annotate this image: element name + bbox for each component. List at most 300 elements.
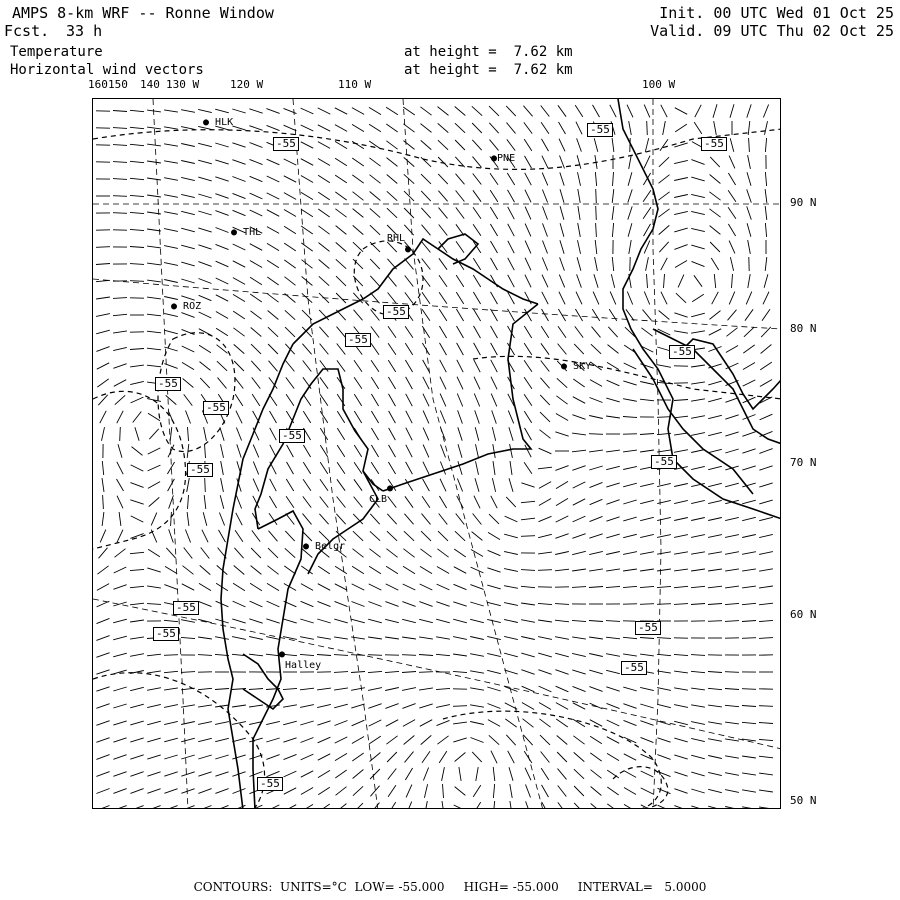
contour-label: -55 (701, 137, 727, 151)
wind-vector (198, 772, 211, 776)
wind-vector (645, 138, 648, 152)
wind-vector (725, 722, 739, 724)
wind-vector (351, 619, 365, 623)
wind-vector (730, 138, 734, 152)
wind-vector (420, 566, 432, 573)
lon-label-100: 100 W (642, 78, 676, 91)
wind-vector (130, 620, 144, 622)
wind-vector (147, 772, 160, 776)
valid-time: Valid. 09 UTC Thu 02 Oct 25 (650, 22, 894, 40)
wind-vector (352, 720, 365, 726)
wind-vector (318, 737, 331, 743)
wind-vector (458, 410, 463, 423)
wind-vector (640, 586, 654, 587)
wind-vector (691, 738, 705, 741)
wind-vector (440, 411, 445, 424)
wind-vector (627, 292, 632, 305)
wind-vector (674, 143, 687, 147)
wind-vector (253, 445, 259, 458)
wind-vector (538, 653, 552, 657)
wind-vector (405, 343, 412, 355)
wind-vector (572, 620, 586, 621)
wind-vector (490, 173, 498, 184)
wind-vector (131, 516, 144, 522)
wind-vector (543, 241, 548, 254)
wind-vector (421, 208, 430, 218)
wind-vector (437, 736, 448, 744)
wind-vector (540, 395, 550, 405)
wind-vector (354, 497, 363, 508)
wind-vector (640, 687, 654, 690)
wind-vector (510, 444, 513, 458)
wind-vector (97, 379, 108, 387)
wind-vector (234, 548, 243, 558)
wind-vector (183, 566, 194, 575)
wind-vector (164, 806, 177, 809)
wind-vector (748, 274, 750, 288)
wind-vector (589, 621, 603, 622)
wind-vector (369, 736, 381, 744)
wind-vector (764, 274, 768, 287)
wind-vector (440, 377, 446, 390)
wind-vector (623, 483, 637, 487)
wind-vector (352, 602, 365, 607)
wind-vector (250, 311, 261, 319)
wind-vector (354, 310, 363, 321)
contour-label: -55 (153, 627, 179, 641)
wind-vector (657, 688, 671, 691)
wind-vector (267, 566, 278, 575)
wind-vector (607, 703, 620, 708)
station-sky-label: SKY (573, 361, 592, 372)
wind-vector (97, 806, 110, 810)
wind-vector (96, 687, 109, 691)
wind-vector (200, 362, 211, 371)
wind-vector (691, 722, 705, 725)
wind-vector (691, 772, 704, 776)
wind-vector (590, 736, 602, 743)
contour-label: -55 (651, 455, 677, 469)
wind-vector (113, 298, 127, 299)
wind-vector (590, 753, 601, 761)
wind-vector (236, 411, 242, 424)
wind-vector (691, 500, 705, 503)
wind-vector (742, 569, 756, 571)
wind-vector (336, 514, 345, 524)
wind-vector (198, 738, 212, 741)
wind-vector (510, 461, 512, 475)
wind-vector (387, 514, 396, 524)
wind-vector (470, 722, 484, 725)
wind-vector (319, 327, 328, 337)
wind-vector (403, 107, 415, 115)
wind-vector (526, 785, 531, 798)
wind-vector (538, 620, 552, 622)
wind-vector (473, 802, 480, 809)
wind-vector (558, 344, 567, 355)
wind-vector (300, 688, 314, 690)
wind-vector (130, 500, 143, 504)
wind-vector (708, 449, 722, 452)
wind-vector (371, 462, 379, 474)
wind-vector (542, 292, 548, 304)
wind-vector (472, 752, 482, 762)
wind-vector (148, 448, 161, 454)
wind-vector (284, 805, 296, 809)
wind-vector (476, 461, 479, 475)
wind-vector (732, 274, 733, 288)
wind-vector (439, 751, 447, 763)
wind-vector (164, 772, 177, 776)
wind-vector (352, 753, 363, 761)
wind-vector (188, 427, 189, 441)
contour-label: -55 (345, 333, 371, 347)
wind-vector (606, 621, 620, 622)
wind-vector (232, 619, 245, 623)
wind-vector (370, 531, 380, 540)
wind-vector (113, 755, 126, 760)
wind-vector (403, 584, 416, 590)
wind-vector (219, 530, 226, 542)
wind-vector (221, 478, 224, 492)
wind-vector (130, 687, 144, 690)
wind-vector (606, 654, 620, 657)
wind-vector (542, 275, 548, 288)
wind-vector (476, 444, 479, 458)
wind-vector (708, 672, 722, 673)
wind-vector (335, 753, 347, 760)
wind-vector (335, 108, 347, 114)
wind-vector (96, 314, 110, 317)
wind-vector (742, 432, 755, 437)
wind-vector (643, 190, 651, 202)
wind-vector (181, 279, 194, 283)
wind-vector (628, 172, 632, 185)
wind-vector (387, 531, 397, 541)
wind-vector (691, 245, 704, 249)
wind-vector (130, 738, 143, 742)
wind-vector (284, 226, 296, 233)
wind-vector (130, 772, 143, 777)
wind-vector (691, 416, 705, 419)
wind-vector (198, 160, 212, 164)
wind-vector (438, 123, 449, 132)
wind-vector (623, 704, 636, 709)
wind-vector (215, 143, 228, 147)
wind-vector (370, 769, 380, 779)
wind-vector (473, 785, 481, 797)
wind-vector (270, 479, 277, 491)
wind-vector (320, 394, 328, 406)
wind-vector (164, 688, 178, 690)
wind-vector (117, 530, 123, 543)
wind-vector (692, 261, 705, 266)
wind-vector (335, 737, 348, 743)
wind-vector (164, 144, 178, 146)
wind-vector (525, 768, 531, 781)
wind-vector (113, 687, 126, 691)
wind-vector (388, 802, 395, 809)
wind-vector (759, 790, 773, 792)
wind-vector (164, 178, 178, 181)
lat-label-60: 60 N (790, 608, 817, 621)
wind-vector (640, 604, 654, 605)
wind-vector (267, 176, 280, 182)
wind-vector (725, 756, 739, 758)
wind-vector (555, 670, 568, 675)
wind-vector (508, 224, 515, 236)
wind-vector (250, 210, 263, 216)
wind-vector (608, 327, 617, 337)
station-thl: ● THL (231, 227, 262, 238)
wind-vector (691, 382, 705, 384)
map-canvas (93, 99, 781, 809)
wind-vector (539, 703, 551, 710)
wind-vector (556, 516, 569, 522)
wind-vector (267, 210, 279, 217)
wind-vector (301, 209, 313, 217)
wind-vector (96, 297, 110, 299)
wind-vector (578, 240, 581, 254)
wind-vector (575, 309, 582, 321)
wind-vector (232, 109, 245, 113)
wind-vector (166, 548, 175, 558)
wind-vector (749, 138, 750, 152)
wind-vector (404, 174, 414, 183)
wind-vector (577, 155, 581, 168)
wind-vector (113, 213, 127, 214)
wind-vector (574, 752, 585, 761)
wind-vector (606, 450, 620, 452)
wind-vector (420, 549, 431, 557)
wind-vector (199, 583, 211, 590)
wind-vector (541, 361, 550, 372)
wind-vector (474, 496, 480, 509)
wind-vector (370, 514, 379, 524)
wind-vector (151, 513, 157, 526)
wind-vector (370, 225, 380, 235)
wind-vector (232, 177, 245, 182)
wind-vector (504, 653, 518, 657)
wind-vector (674, 586, 688, 587)
wind-vector (474, 394, 479, 407)
wind-vector (470, 671, 484, 673)
wind-vector (508, 751, 515, 763)
wind-vector (623, 687, 636, 691)
wind-vector (352, 124, 364, 131)
wind-vector (235, 378, 244, 389)
wind-vector (674, 433, 688, 435)
wind-vector (558, 105, 566, 116)
wind-vector (658, 805, 671, 809)
wind-vector (572, 534, 585, 539)
wind-vector (725, 586, 739, 588)
wind-vector (217, 345, 228, 354)
lon-label-120: 120 W (230, 78, 264, 91)
wind-vector (113, 347, 127, 350)
wind-vector (438, 191, 447, 202)
wind-vector (759, 586, 773, 588)
wind-vector (221, 444, 224, 458)
wind-vector (538, 637, 552, 640)
wind-vector (555, 466, 568, 471)
wind-vector (419, 637, 433, 639)
wind-vector (505, 719, 516, 727)
wind-vector (351, 704, 364, 708)
wind-vector (266, 721, 280, 724)
wind-vector (405, 768, 412, 780)
wind-vector (691, 194, 705, 197)
wind-vector (470, 705, 484, 707)
wind-vector (454, 567, 466, 574)
wind-vector (371, 343, 379, 354)
wind-vector (204, 495, 206, 509)
wind-vector (491, 258, 498, 270)
wind-vector (171, 512, 172, 526)
wind-vector (199, 345, 211, 353)
wind-vector (335, 125, 347, 132)
wind-vector (659, 311, 670, 320)
wind-vector (96, 653, 109, 658)
wind-vector (557, 378, 567, 387)
wind-vector (457, 343, 464, 355)
wind-vector (691, 604, 705, 605)
wind-vector (353, 531, 363, 541)
wind-vector (628, 189, 632, 202)
wind-vector (113, 772, 126, 777)
wind-vector (250, 244, 262, 251)
wind-vector (387, 752, 397, 762)
wind-vector (691, 177, 704, 181)
wind-vector (335, 770, 346, 778)
wind-vector (574, 786, 584, 796)
wind-vector (504, 603, 518, 606)
wind-vector (674, 400, 688, 401)
wind-vector (335, 141, 347, 148)
wind-vector (493, 784, 494, 798)
wind-vector (760, 414, 773, 420)
wind-vector (164, 313, 178, 316)
wind-vector (675, 261, 687, 268)
wind-vector (164, 212, 178, 215)
wind-vector (215, 109, 229, 113)
wind-vector (386, 720, 398, 727)
wind-vector (456, 292, 463, 304)
wind-vector (422, 292, 430, 303)
wind-vector (576, 292, 582, 305)
wind-vector (352, 158, 364, 166)
wind-vector (538, 570, 552, 571)
wind-vector (420, 107, 431, 115)
wind-vector (199, 601, 212, 606)
wind-vector (98, 395, 107, 405)
wind-vector (371, 803, 380, 809)
wind-vector (606, 569, 620, 571)
wind-vector (199, 312, 212, 318)
wind-vector (525, 445, 531, 457)
wind-vector (487, 585, 500, 589)
wind-vector (419, 672, 433, 673)
wind-vector (525, 428, 532, 440)
wind-vector (164, 161, 178, 163)
wind-vector (436, 637, 450, 639)
wind-vector (181, 705, 195, 707)
wind-vector (623, 654, 637, 656)
wind-vector (405, 360, 412, 372)
wind-vector (301, 738, 314, 743)
wind-vector (607, 720, 620, 726)
wind-vector (473, 157, 482, 168)
wind-vector (147, 144, 161, 146)
wind-vector (371, 377, 378, 389)
wind-vector (148, 413, 160, 420)
wind-vector (250, 277, 262, 284)
wind-vector (674, 688, 688, 690)
wind-vector (472, 123, 482, 133)
wind-vector (182, 329, 195, 334)
wind-vector (708, 586, 722, 588)
wind-vector (440, 394, 446, 407)
wind-vector (521, 518, 535, 520)
wind-vector (113, 179, 127, 180)
wind-vector (164, 347, 177, 351)
wind-vector (592, 309, 599, 321)
wind-vector (337, 445, 345, 457)
wind-vector (250, 159, 263, 164)
wind-vector (610, 105, 616, 117)
wind-vector (590, 398, 603, 403)
wind-vector (591, 770, 602, 779)
wind-vector (96, 789, 109, 794)
wind-vector (96, 247, 110, 248)
wind-vector (612, 189, 614, 203)
wind-vector (302, 327, 312, 337)
wind-vector (725, 535, 739, 538)
wind-vector (436, 688, 450, 689)
wind-vector (659, 225, 670, 234)
wind-vector (319, 276, 329, 285)
wind-vector (353, 786, 363, 795)
wind-vector (164, 738, 178, 742)
wind-vector (135, 427, 139, 440)
wind-vector (204, 427, 207, 441)
wind-vector (97, 363, 109, 369)
wind-vector (335, 158, 347, 166)
wind-vector (508, 275, 515, 287)
wind-vector (691, 569, 705, 571)
wind-vector (147, 331, 161, 333)
wind-vector (657, 517, 671, 520)
wind-vector (181, 245, 195, 249)
wind-vector (368, 655, 382, 656)
wind-vector (301, 159, 313, 166)
wind-vector (371, 360, 379, 372)
wind-vector (185, 530, 190, 543)
wind-vector (130, 144, 144, 145)
wind-vector (593, 292, 599, 305)
wind-vector (405, 326, 413, 338)
wind-vector (120, 427, 121, 441)
wind-vector (423, 462, 429, 475)
wind-vector (113, 653, 127, 657)
wind-vector (354, 394, 361, 406)
wind-vector (708, 705, 722, 707)
wind-vector (660, 139, 668, 150)
wind-vector (336, 276, 346, 286)
wind-vector (147, 161, 161, 163)
wind-vector (353, 225, 364, 234)
wind-vector (765, 206, 767, 220)
